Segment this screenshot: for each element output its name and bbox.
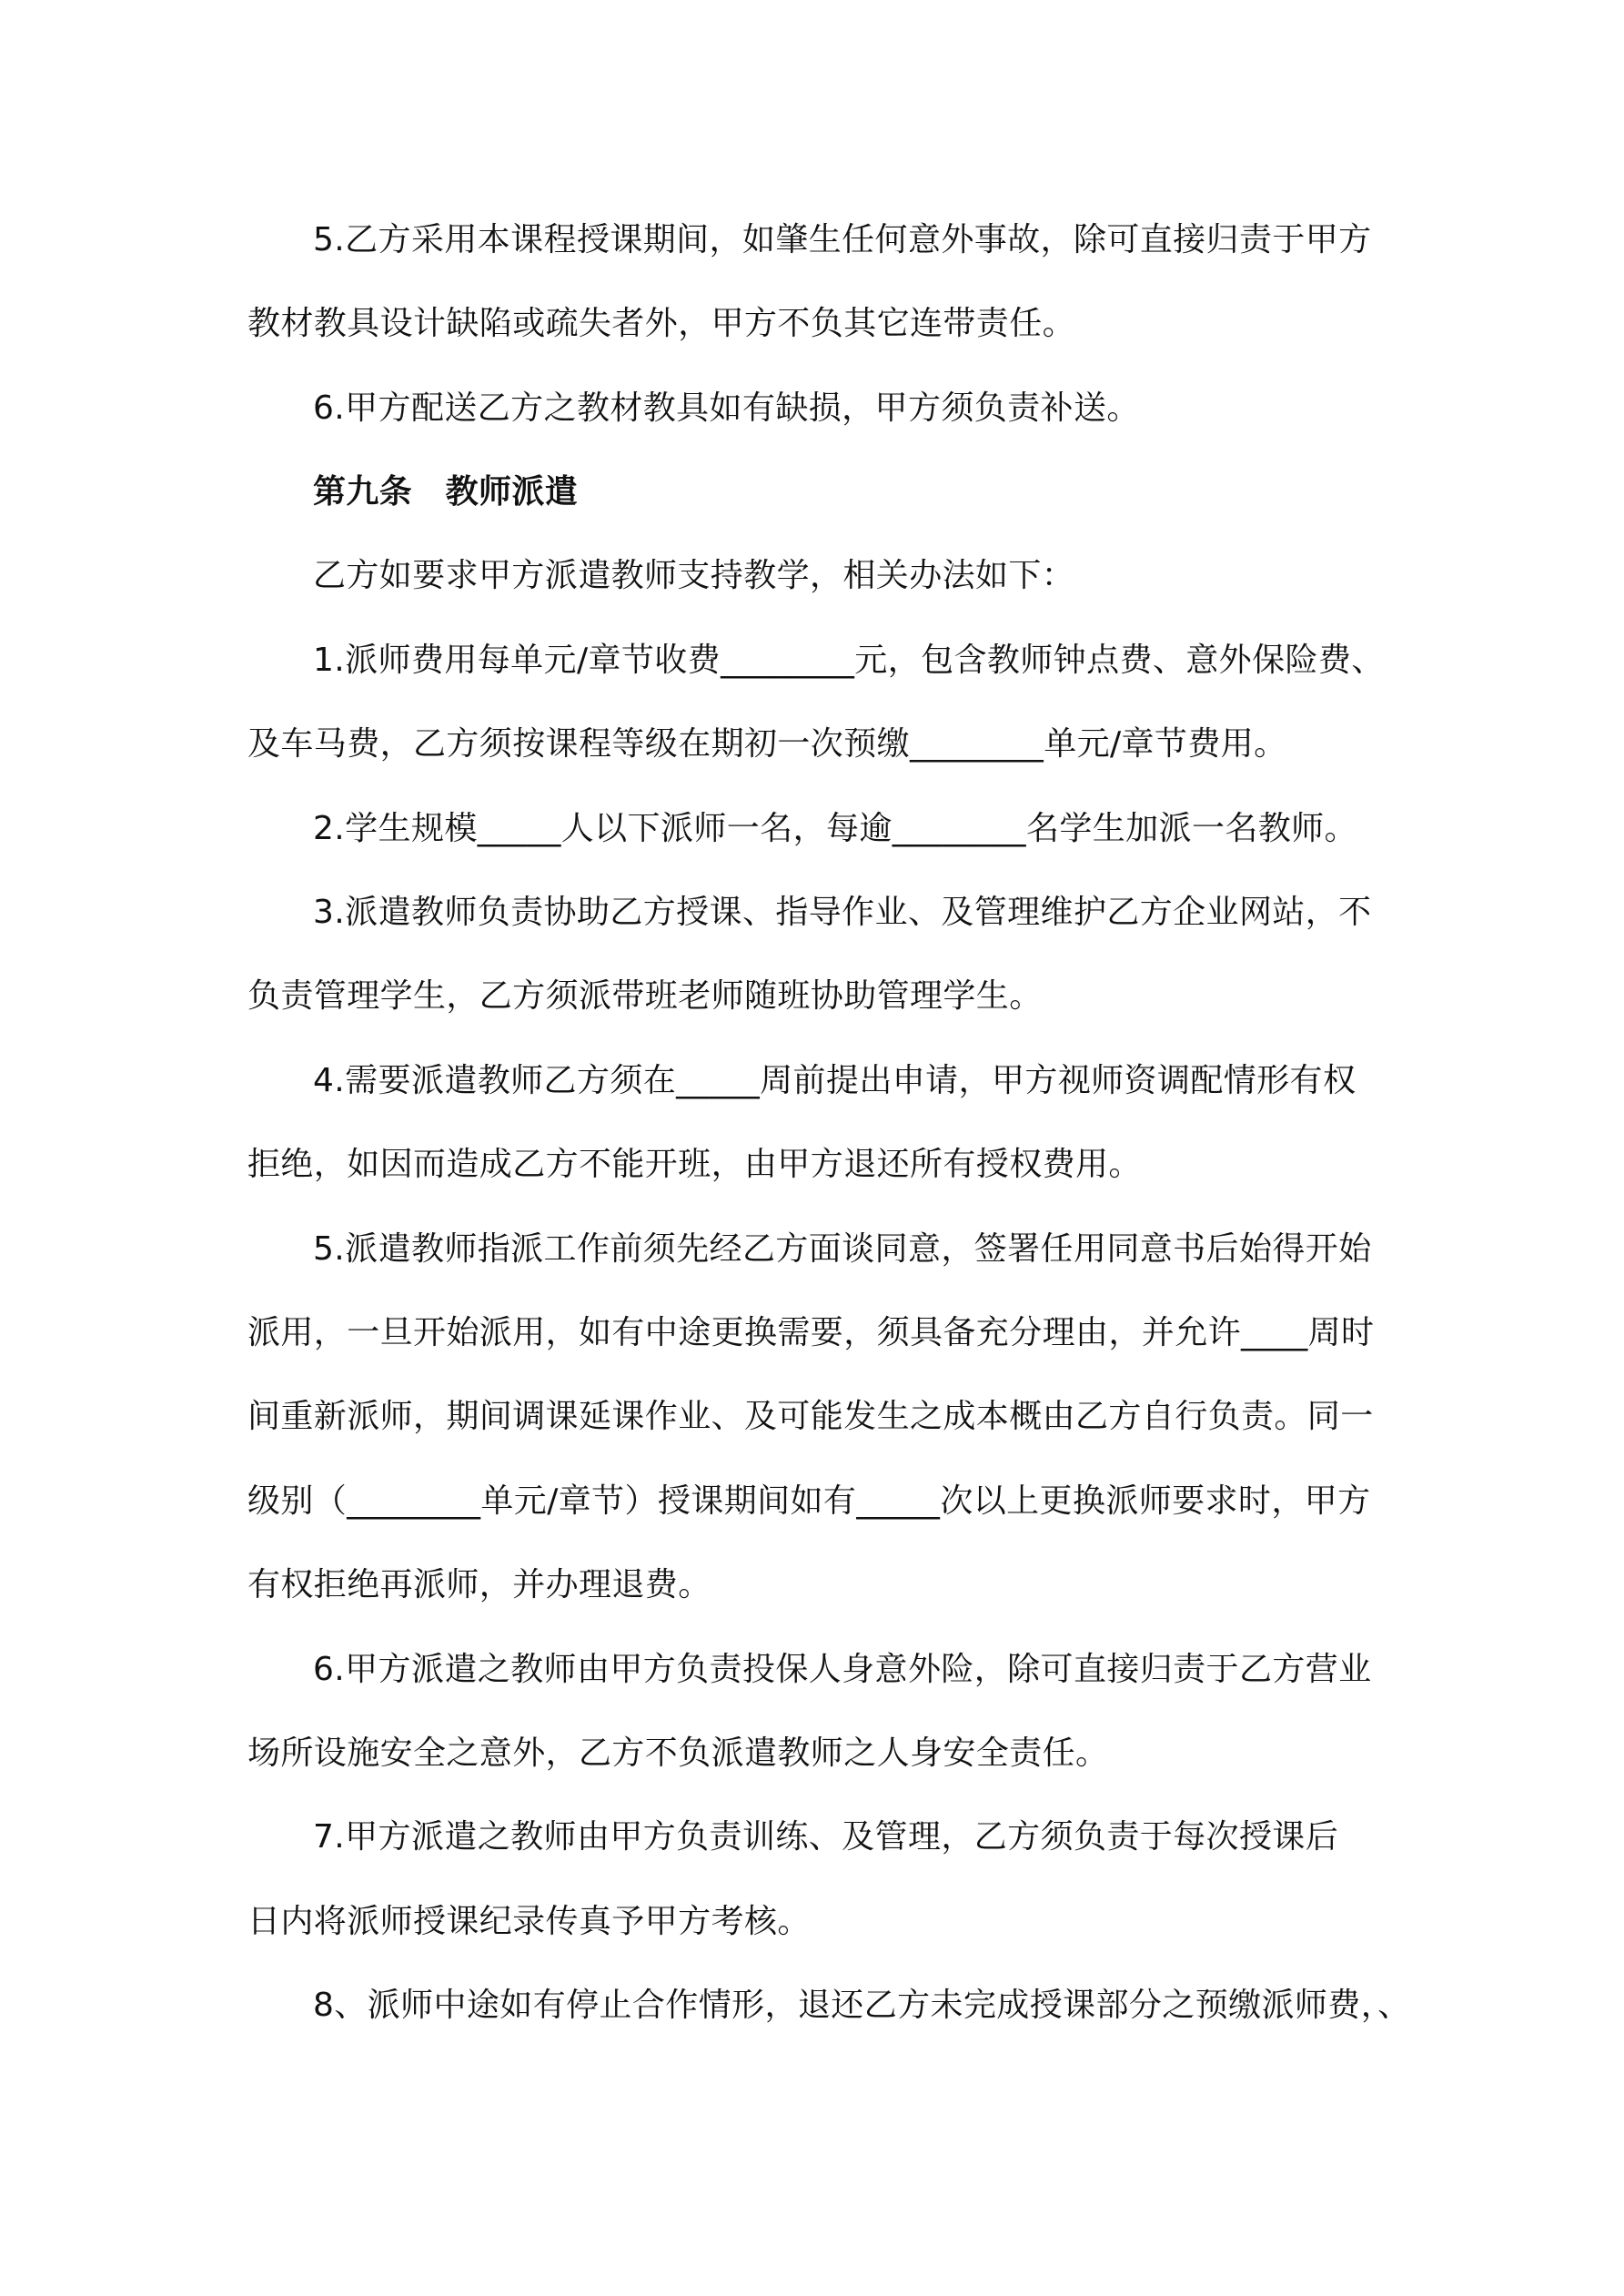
section-heading: 第九条 教师派遣 bbox=[313, 473, 579, 511]
paragraph-line: 级别（________单元/章节）授课期间如有_____次以上更换派师要求时，甲方 bbox=[247, 1482, 1371, 1520]
paragraph-line: 教材教具设计缺陷或疏失者外，甲方不负其它连带责任。 bbox=[247, 305, 1076, 342]
paragraph-line: 7.甲方派遣之教师由甲方负责训练、及管理，乙方须负责于每次授课后 bbox=[313, 1818, 1339, 1856]
paragraph-line: 4.需要派遣教师乙方须在_____周前提出申请，甲方视师资调配情形有权 bbox=[313, 1062, 1357, 1099]
paragraph-line: 8、派师中途如有停止合作情形，退还乙方未完成授课部分之预缴派师费，、 bbox=[313, 1987, 1411, 2024]
paragraph-line: 间重新派师，期间调课延课作业、及可能发生之成本概由乙方自行负责。同一 bbox=[247, 1398, 1374, 1435]
paragraph-line: 3.派遣教师负责协助乙方授课、指导作业、及管理维护乙方企业网站，不 bbox=[313, 894, 1372, 931]
paragraph-line: 负责管理学生，乙方须派带班老师随班协助管理学生。 bbox=[247, 977, 1043, 1015]
paragraph-line: 5.乙方采用本课程授课期间，如肇生任何意外事故，除可直接归责于甲方 bbox=[313, 221, 1372, 258]
paragraph-line: 有权拒绝再派师，并办理退费。 bbox=[247, 1566, 711, 1603]
paragraph-line: 乙方如要求甲方派遣教师支持教学，相关办法如下： bbox=[313, 557, 1075, 594]
paragraph-line: 场所设施安全之意外，乙方不负派遣教师之人身安全责任。 bbox=[247, 1735, 1109, 1772]
paragraph-line: 拒绝，如因而造成乙方不能开班，由甲方退还所有授权费用。 bbox=[247, 1146, 1142, 1183]
paragraph-line: 6.甲方派遣之教师由甲方负责投保人身意外险，除可直接归责于乙方营业 bbox=[313, 1651, 1372, 1688]
paragraph-line: 派用，一旦开始派用，如有中途更换需要，须具备充分理由，并允许____周时 bbox=[247, 1314, 1375, 1351]
paragraph-line: 2.学生规模_____人以下派师一名，每逾________名学生加派一名教师。 bbox=[313, 810, 1357, 847]
paragraph-line: 及车马费，乙方须按课程等级在期初一次预缴________单元/章节费用。 bbox=[247, 725, 1287, 763]
paragraph-line: 6.甲方配送乙方之教材教具如有缺损，甲方须负责补送。 bbox=[313, 389, 1140, 427]
paragraph-line: 5.派遣教师指派工作前须先经乙方面谈同意，签署任用同意书后始得开始 bbox=[313, 1230, 1372, 1268]
paragraph-line: 日内将派师授课纪录传真予甲方考核。 bbox=[247, 1903, 811, 1940]
paragraph-line: 1.派师费用每单元/章节收费________元，包含教师钟点费、意外保险费、 bbox=[313, 642, 1385, 679]
